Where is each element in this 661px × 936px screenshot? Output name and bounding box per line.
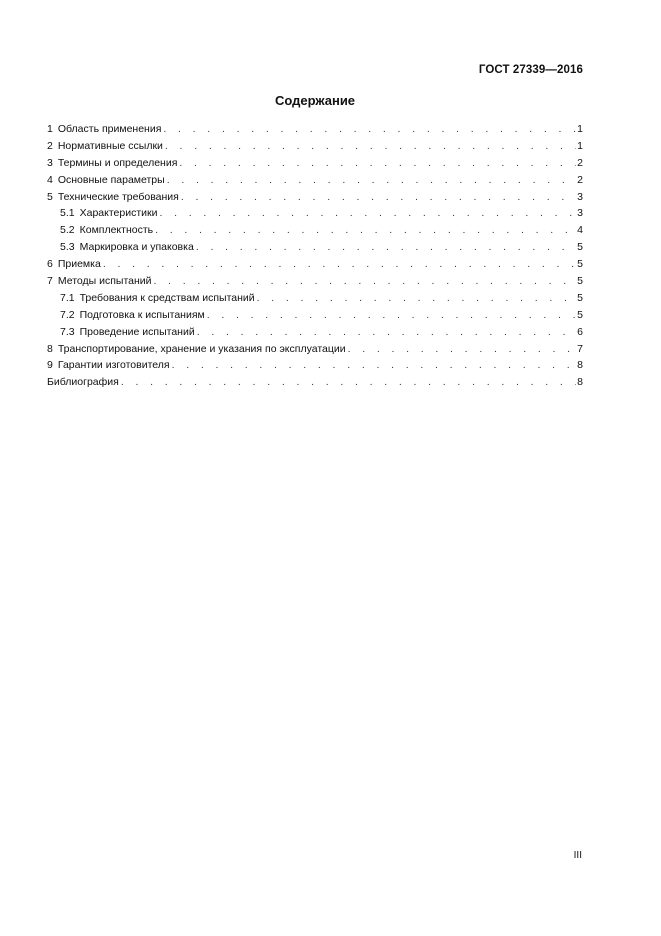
toc-entry-number: 4 <box>47 173 53 186</box>
toc-entry-page: 4 <box>577 224 583 237</box>
toc-entry-number: 5 <box>47 190 53 203</box>
toc-dot-leader <box>121 374 576 391</box>
toc-entry-title: Приемка <box>57 258 101 271</box>
toc-dot-leader <box>163 121 576 138</box>
toc-dot-leader <box>165 138 576 155</box>
toc-entry-title: Методы испытаний <box>57 275 152 288</box>
toc-entry-title: Маркировка и упаковка <box>79 241 194 254</box>
toc-entry-title: Нормативные ссылки <box>57 139 163 152</box>
toc-dot-leader <box>167 172 576 189</box>
toc-entry[interactable] <box>47 239 583 256</box>
toc-entry-page: 6 <box>577 325 583 338</box>
toc-entry[interactable] <box>47 273 583 290</box>
toc-entry-page: 3 <box>577 190 583 203</box>
toc-entry-number: 5.1 <box>60 207 75 220</box>
toc-dot-leader <box>103 256 576 273</box>
document-code: ГОСТ 27339—2016 <box>478 64 583 76</box>
toc-entry[interactable] <box>47 172 583 189</box>
toc-entry-page: 5 <box>577 291 583 304</box>
toc-entry-number: 6 <box>47 258 53 271</box>
toc-entry-number: 8 <box>47 342 53 355</box>
toc-dot-leader <box>155 222 576 239</box>
toc-entry-title: Проведение испытаний <box>79 325 195 338</box>
table-of-contents <box>47 121 583 391</box>
toc-entry-page: 5 <box>577 275 583 288</box>
toc-entry-title: Основные параметры <box>57 173 165 186</box>
toc-entry-number: 2 <box>47 139 53 152</box>
toc-dot-leader <box>159 205 576 222</box>
toc-entry-title: Технические требования <box>57 190 179 203</box>
toc-entry[interactable] <box>47 155 583 172</box>
toc-entry-number: 9 <box>47 359 53 372</box>
toc-dot-leader <box>179 155 576 172</box>
toc-dot-leader <box>196 239 576 256</box>
toc-title: Содержание <box>274 93 356 108</box>
toc-entry-title: Требования к средствам испытаний <box>79 291 255 304</box>
toc-entry-title: Гарантии изготовителя <box>57 359 170 372</box>
toc-entry[interactable] <box>47 222 583 239</box>
toc-entry[interactable] <box>47 189 583 206</box>
toc-entry-number: 3 <box>47 156 53 169</box>
toc-entry-title: Подготовка к испытаниям <box>79 308 205 321</box>
toc-entry-title: Термины и определения <box>57 156 178 169</box>
toc-dot-leader <box>257 290 577 307</box>
toc-entry-page: 1 <box>577 139 583 152</box>
toc-entry-title: Транспортирование, хранение и указания по эксплуатации <box>57 342 346 355</box>
toc-entry-title: Область применения <box>57 123 162 135</box>
toc-entry[interactable] <box>47 256 583 273</box>
toc-entry-page: 5 <box>577 258 583 271</box>
toc-entry[interactable] <box>47 374 583 391</box>
toc-entry-page: 5 <box>577 241 583 254</box>
toc-dot-leader <box>348 341 577 358</box>
toc-entry[interactable] <box>47 290 583 307</box>
toc-dot-leader <box>172 357 577 374</box>
toc-entry-number: 7.1 <box>60 291 75 304</box>
page-number: III <box>573 850 582 861</box>
toc-entry-title: Библиография <box>47 376 119 389</box>
toc-entry-page: 1 <box>577 123 583 135</box>
toc-entry-page: 2 <box>577 173 583 186</box>
toc-entry-page: 8 <box>577 376 583 389</box>
toc-entry[interactable] <box>47 307 583 324</box>
toc-entry-page: 7 <box>577 342 583 355</box>
toc-entry-number: 7 <box>47 275 53 288</box>
toc-entry-page: 8 <box>577 359 583 372</box>
toc-dot-leader <box>207 307 576 324</box>
toc-entry-page: 2 <box>577 156 583 169</box>
toc-entry-page: 3 <box>577 207 583 220</box>
toc-entry[interactable] <box>47 341 583 358</box>
toc-entry-number: 1 <box>47 123 53 135</box>
toc-entry[interactable] <box>47 324 583 341</box>
toc-entry-title: Характеристики <box>79 207 158 220</box>
toc-entry-number: 5.2 <box>60 224 75 237</box>
toc-entry-number: 7.3 <box>60 325 75 338</box>
toc-entry[interactable] <box>47 357 583 374</box>
toc-entry[interactable] <box>47 121 583 138</box>
toc-dot-leader <box>197 324 576 341</box>
toc-entry[interactable] <box>47 138 583 155</box>
toc-entry-number: 5.3 <box>60 241 75 254</box>
toc-dot-leader <box>154 273 577 290</box>
toc-entry-title: Комплектность <box>79 224 154 237</box>
toc-entry-number: 7.2 <box>60 308 75 321</box>
toc-entry[interactable] <box>47 205 583 222</box>
toc-dot-leader <box>181 189 576 206</box>
toc-entry-page: 5 <box>577 308 583 321</box>
